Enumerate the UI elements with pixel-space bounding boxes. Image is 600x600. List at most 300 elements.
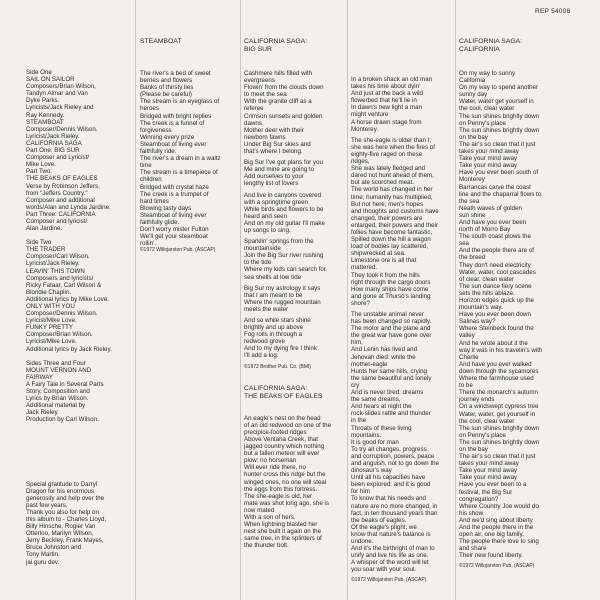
lyric-line: The world has changed in her — [351, 186, 433, 194]
lyric-line: Jehovah died: while the — [351, 353, 416, 361]
lyric-line: Bridged with crystal haze — [140, 183, 209, 191]
lyric-line: The unstable animal never — [351, 311, 424, 318]
lyric-line: mattered. — [351, 264, 378, 272]
copyright-notice: ©1972 Brother Pub. Co. (BMI) — [244, 363, 312, 370]
lyric-line: in the — [351, 417, 367, 425]
credit-line: Lyricist/Jack Rieley. — [26, 260, 80, 268]
steamboat-lyrics-column — [140, 0, 236, 600]
credit-line: Additional lyrics by Jack Rieley. — [26, 345, 112, 353]
credit-line: Tandyn Almar and Van — [26, 90, 88, 98]
lyric-line: The people there love to sing — [459, 538, 539, 546]
lyric-line: In dawn's new light a man — [351, 104, 423, 112]
credit-line: past few years. — [26, 501, 68, 509]
credit-line: words/Alan and Lynda Jardine. — [26, 203, 111, 211]
lyric-line: nest she built it again on the — [244, 528, 322, 536]
lyric-stanza — [459, 70, 561, 559]
lyric-line: him, — [351, 339, 363, 347]
lyric-line: right through the cargo doors — [351, 278, 431, 286]
lyric-line: And have you ever been — [459, 218, 527, 226]
lyric-line: Take your mind away — [459, 162, 518, 170]
lyric-stanza — [244, 70, 344, 155]
lyric-line: They don't need electricity — [459, 261, 531, 269]
side-two-credits — [26, 239, 130, 353]
song-subtitle: THE BEAKS OF EAGLES — [244, 392, 323, 400]
lyric-line: Spilled down the hill a wagon — [351, 236, 431, 244]
credit-line: Story, Composition and — [26, 388, 90, 396]
credit-line: Alan Jardine. — [26, 225, 63, 233]
lyric-line: now mated — [244, 506, 275, 514]
credit-line: CALIFORNIA SAGA — [26, 139, 82, 147]
lyric-line: up songs to sing. — [244, 226, 291, 234]
copyright-notice: ©1972 Willojarston Pub. (ASCAP) — [140, 247, 216, 254]
lyric-line: dinosaur's way — [351, 467, 392, 475]
lyric-line: They took it from the hills — [351, 271, 420, 279]
lyric-stanza — [244, 238, 344, 281]
lyric-line: sunny day — [459, 91, 488, 99]
lyric-line: the eggs from this fortress. — [244, 485, 318, 493]
credit-line: Part Three: CALIFORNIA — [26, 210, 96, 218]
lyric-line: winged ones, no one will steal — [244, 478, 327, 486]
song-subtitle: BIG SUR — [244, 46, 272, 53]
side-one-credits — [26, 69, 130, 232]
lyric-line: his show — [459, 509, 484, 517]
credit-line: Lyricist/Mike Love. — [26, 317, 77, 325]
song-title: CALIFORNIA SAGA: — [244, 38, 308, 45]
credit-line: THE TRADER — [26, 246, 66, 254]
lyric-line: And he wrote about it the — [459, 339, 528, 347]
lyric-line: follies have become fantastic, — [351, 228, 433, 236]
lyric-line: Charlie — [459, 353, 479, 361]
big-sur-lyrics-column — [244, 0, 344, 600]
lyric-line: (Please be careful) — [140, 91, 192, 99]
credit-line: Additional material by — [26, 402, 86, 410]
lyric-line: On my way to sunny — [459, 70, 516, 77]
lyric-line: and anguish, not to go down the — [351, 459, 440, 467]
lyric-line: unify and live his life as one. — [351, 552, 429, 560]
copyright-notice: ©1972 Willojarston Pub. (ASCAP) — [351, 577, 427, 584]
beaks-of-eagles-continued-column — [351, 0, 455, 600]
credit-line: Composer/Dennis Wilson. — [26, 125, 98, 133]
lyric-line: Fog rolls in through a — [244, 331, 303, 339]
credit-line: Part Two: — [26, 168, 53, 176]
lyric-line: Banks of thirsty lies — [140, 84, 194, 92]
credit-line: Lyrics by Brian Wilson. — [26, 395, 89, 403]
lyric-line: mother-eagle — [351, 360, 388, 368]
lyric-line: has been changed so rapidly. — [351, 318, 432, 326]
lyric-line: Me and mine are going to — [244, 166, 315, 174]
lyric-line: Have you ever been down — [459, 311, 531, 319]
lyric-line: congregation? — [459, 495, 499, 503]
credit-line: Side Two — [26, 239, 52, 247]
lyric-line: children — [140, 176, 162, 184]
credit-line: Ray Kennedy. — [26, 111, 65, 119]
beaks-of-eagles-continued-lyrics — [351, 76, 455, 573]
lyric-line: Where Country Joe would do — [459, 502, 539, 510]
lyric-line: enlarged, their powers and their — [351, 221, 439, 229]
lyric-line: We'll get your steamboat — [140, 233, 208, 241]
credit-line: Production by Carl Wilson. — [26, 416, 99, 424]
credit-line: Composer and lyricist/ — [26, 217, 88, 225]
lyric-line: valley — [459, 332, 475, 340]
column-divider — [240, 0, 241, 600]
lyric-line: line and the chaparral flows to — [459, 190, 542, 198]
lyric-line: But not here; men's hopes — [351, 200, 424, 208]
lyric-stanza — [351, 311, 455, 573]
lyric-line: Where the rugged mountain — [244, 298, 321, 306]
lyric-line: Steamboat of living ever — [140, 140, 207, 148]
lyric-line: sea shells at low tide — [244, 273, 302, 281]
lyric-line: mountainside — [244, 245, 281, 253]
lyric-line: The river's a dream in a waltz — [140, 155, 221, 163]
credit-line: Verse by Robinson Jeffers, — [26, 182, 100, 190]
lyric-line: While birds and flowers to be — [244, 205, 324, 213]
lyric-line: you soar with your soul. — [351, 566, 416, 574]
lyric-line: California — [459, 77, 486, 85]
lyric-line: rock-slides rattle and thunder — [351, 410, 431, 418]
lyric-line: and share — [459, 545, 487, 553]
lyric-line: of an old redwood on one of the — [244, 421, 332, 429]
lyric-line: the cool, clear water — [459, 105, 515, 113]
lyric-line: way it was in his travelin's with — [459, 346, 543, 354]
lyric-stanza — [244, 159, 344, 187]
lyric-line: Bridged with bright replies — [140, 112, 212, 120]
lyric-line: dared not hunt ahead of them, — [351, 172, 434, 180]
credit-line: STEAMBOAT — [26, 118, 64, 126]
credit-line: Composer and additional — [26, 196, 95, 204]
lyric-line: Take your mind away — [459, 467, 518, 475]
lyric-line: To try all changes, progress — [351, 445, 427, 453]
credit-line: Lyricist/Mike Love. — [26, 338, 77, 346]
lyric-line: Limestone ore is all that — [351, 257, 417, 265]
lyric-line: Throats of these living — [351, 424, 412, 432]
lyric-line: and thoughts and customs have — [351, 207, 439, 215]
lyric-line: The sun dance fiery scene — [459, 282, 532, 290]
lyric-line: Blowing tasty days — [140, 204, 192, 212]
lyric-line: mountain's way. — [459, 304, 503, 312]
lyric-line: takes your mind away — [459, 460, 519, 468]
lyric-line: And the people there in the — [459, 524, 534, 531]
lyric-line: that I am meant to be — [244, 291, 303, 299]
lyric-line: The she-eagle is old, her — [244, 492, 313, 500]
lyric-line: The sun shines brightly down — [459, 126, 540, 134]
credit-line: Part One: BIG SUR — [26, 147, 80, 155]
lyric-line: To know that his needs and — [351, 495, 426, 503]
lyric-line: The stream is a timepiece of — [140, 169, 218, 177]
lyric-line: mountains. — [351, 431, 382, 439]
lyric-line: for him — [351, 488, 370, 496]
lyric-line: heard and seen — [244, 212, 288, 220]
lyric-line: The she-eagle is older than I; — [351, 136, 432, 144]
credit-line: Bruce Johnston and — [26, 544, 82, 552]
lyric-line: hunter cross this ridge but the — [244, 471, 326, 479]
lyric-line: same tree, in the splinters of — [244, 535, 322, 543]
lyric-line: cry — [351, 381, 360, 389]
lyric-line: When lightning blasted her — [244, 521, 318, 529]
lyric-line: heroes — [140, 105, 159, 113]
lyric-line: Big Sur I've got plans for you — [244, 159, 323, 167]
credit-line: Tony Martin. — [26, 551, 60, 559]
lyric-line: the same beautiful and lonely — [351, 374, 432, 382]
lyric-line: festival, the Big Sur — [459, 488, 513, 496]
lyric-line: Take your mind away — [459, 155, 518, 163]
lyric-line: north of Morro Bay — [459, 226, 511, 234]
lyric-line: newborn fawns — [244, 133, 286, 141]
lyric-line: open air, one big family, — [459, 531, 524, 539]
credit-line: Additional lyrics by Mike Love. — [26, 295, 109, 303]
song-title: CALIFORNIA SAGA: — [459, 38, 523, 45]
lyric-line: And is never tired: dreams — [351, 389, 424, 397]
lyric-line: brightly and up above — [244, 324, 304, 332]
lyric-line: And live in canyons covered — [244, 191, 322, 199]
credit-line: Mike Love. — [26, 161, 56, 169]
credit-line: Composer/Brian Wilson. — [26, 331, 93, 339]
lyric-line: And the people there are of — [459, 247, 534, 255]
lyric-line: The sun shines brightly down — [459, 424, 540, 432]
lyric-line: Have you ever been south of — [459, 169, 539, 177]
credit-line: Lyricists/Jack Rieley and — [26, 104, 94, 112]
credits-column — [26, 0, 130, 600]
credit-line: A Fairy Tale in Several Parts — [26, 380, 104, 388]
credit-line: Special gratitude to Darryl — [26, 480, 98, 488]
lyric-line: the breed — [459, 254, 486, 262]
lyric-line: And on my old guitar I'll make — [244, 219, 325, 227]
lyric-line: And it's the birthright of man to — [351, 545, 435, 553]
lyric-line: And Lenin has lived and — [351, 346, 418, 354]
credit-line: Otterloo, Marilyn Wilson, — [26, 530, 94, 538]
lyric-line: nature are no more changed, in — [351, 502, 438, 510]
lyric-line: Mother deer with their — [244, 126, 304, 134]
lyric-line: Have you ever been to a — [459, 481, 527, 489]
column-divider — [347, 0, 348, 600]
lyric-line: and corruption, powers, peace — [351, 452, 435, 460]
lyric-line: dawns — [244, 119, 262, 127]
lyric-line: Salinas way? — [459, 318, 496, 326]
credit-line: Blondie Chaplin. — [26, 288, 72, 296]
lyric-line: berries and flowers — [140, 77, 193, 85]
song-title: CALIFORNIA SAGA: — [244, 384, 308, 392]
lyric-line: Until all his capacities have — [351, 474, 426, 482]
big-sur-lyrics — [244, 70, 344, 360]
lyric-line: faithfully ride. — [140, 148, 177, 156]
lyric-line: know that nature's balance is — [351, 530, 431, 538]
lyric-line: with a springtime green — [244, 198, 308, 206]
lyric-line: the same dreams, — [351, 396, 401, 404]
lyric-line: takes your mind away — [459, 148, 519, 156]
credit-line: Composer and Lyricist/ — [26, 154, 90, 162]
lyric-stanza — [244, 192, 344, 235]
lyric-stanza — [351, 76, 455, 133]
lyric-line: Big Sur my astrology it says — [244, 284, 321, 292]
lyric-line: Crimson sunsets and golden — [244, 112, 323, 120]
song-title: STEAMBOAT — [140, 38, 182, 45]
lyric-line: load of bodies lay scattered, — [351, 243, 429, 251]
lyric-line: lengthy list of lovers — [244, 180, 299, 188]
lyric-line: the thunder bolt. — [244, 542, 289, 550]
copyright-notice: ©1972 Willojarston Pub. (ASCAP) — [459, 563, 535, 570]
lyric-line: changed, their powers are — [351, 214, 423, 222]
lyric-line: Monterey. — [351, 125, 379, 133]
lyric-line: The air's so clean that it just — [459, 140, 536, 148]
lyric-stanza — [244, 317, 344, 360]
credit-line: Jack Rieley. — [26, 409, 59, 417]
lyric-line: evergreens — [244, 77, 275, 85]
lyric-line: might venture — [351, 111, 389, 119]
credit-line: FUNKY PRETTY — [26, 324, 73, 332]
lyric-line: the sea — [459, 197, 480, 205]
lyric-line: Don't worry mister Fulton — [140, 226, 209, 234]
lyric-line: There the monarch's autumn — [459, 389, 538, 397]
lyric-line: ridges, — [351, 158, 370, 166]
lyric-line: The motor and the plane and — [351, 325, 431, 333]
credit-line: jai guru dev. — [26, 558, 60, 566]
credit-line: MOUNT VERNON AND — [26, 366, 92, 374]
lyric-line: undone. — [351, 538, 374, 545]
lyric-line: And just at the back a wild — [351, 90, 423, 98]
lyric-line: to be — [459, 382, 473, 390]
credit-line: Sides Three and Four — [26, 359, 86, 367]
lyric-line: jagged country which nothing — [244, 443, 325, 451]
lyric-line: The creek is a trumpet of — [140, 190, 209, 198]
credit-line: Composer/Dennis Wilson. — [26, 310, 98, 318]
california-lyrics-column — [459, 0, 561, 600]
lyric-line: The stream is an eyeglass of — [140, 98, 220, 106]
lyric-line: meets the water — [244, 305, 289, 313]
sides-three-four-credits — [26, 360, 130, 424]
lyric-line: of clear, clean water — [459, 275, 515, 283]
lyric-stanza — [244, 415, 344, 550]
lyric-line: shore? — [351, 299, 370, 307]
lyric-line: How many ships have come — [351, 285, 429, 293]
credit-line: Composers/Brian Wilson, — [26, 83, 96, 91]
lyric-line: And we'd sing about liberty — [459, 516, 533, 524]
lyric-line: flowerbed that he'll lie in — [351, 97, 417, 105]
lyric-line: Water, water, cool cascades — [459, 268, 536, 276]
column-divider — [135, 0, 136, 600]
lyric-line: A horse drawn stage from — [351, 118, 422, 126]
lyric-line: Sparklin' springs from the — [244, 238, 314, 246]
lyric-line: Neath waves of golden — [459, 204, 522, 212]
lyric-line: time — [140, 162, 152, 170]
lyric-line: The sun shines brightly down — [459, 112, 540, 120]
credit-line: Composer/Carl Wilson. — [26, 253, 90, 261]
lyric-line: the cool, clear water — [459, 417, 515, 425]
lyric-line: Steamboat of living ever — [140, 211, 207, 219]
lyric-line: Water, water get yourself in — [459, 98, 534, 106]
credit-line: Dyke Parks. — [26, 97, 60, 105]
credit-line: Composers and lyricists/ — [26, 274, 94, 282]
credit-line: generosity and help over the — [26, 494, 105, 502]
credit-line: SAIL ON SAILOR — [26, 76, 75, 84]
lyric-line: And have you ever walked — [459, 360, 532, 368]
lyric-line: on the bay — [459, 445, 488, 453]
lyric-line: An eagle's nest on the head — [244, 414, 321, 422]
lyric-line: Where the farmhouse used — [459, 375, 534, 383]
lyric-line: and gone at Thurso's landing — [351, 292, 431, 300]
lyric-line: on Penny's place — [459, 119, 506, 127]
credit-line: ONLY WITH YOU — [26, 303, 75, 310]
lyric-line: mate was shot long ago, she is — [244, 499, 329, 507]
lyric-line: And so while stars shine — [244, 317, 311, 324]
lyric-line: Hunts her same hills, crying — [351, 367, 427, 375]
lyric-line: And to my dying fire I think — [244, 345, 317, 353]
credit-line: this album to - Charles Lloyd, — [26, 515, 107, 523]
lyric-line: Add ourselves to your — [244, 173, 304, 181]
lyric-line: A whisper of the word will let — [351, 559, 429, 567]
lyric-line: And hears at night the — [351, 403, 412, 411]
beaks-of-eagles-lyrics — [244, 415, 344, 550]
lyric-stanza — [351, 137, 455, 307]
lyric-line: plow: no horseman — [244, 457, 297, 465]
credit-line: Side One — [26, 69, 52, 76]
credit-line: Ricky Fataar, Carl Wilson & — [26, 281, 102, 289]
lyric-line: referee — [244, 105, 264, 113]
lyric-line: that's where I belong. — [244, 148, 303, 156]
lyric-line: on Penny's place — [459, 431, 506, 439]
credit-line: LEAVIN' THIS TOWN — [26, 267, 85, 275]
credit-line: Dragon for his enormous — [26, 487, 95, 495]
lyric-line: time; humanity has multiplied, — [351, 193, 433, 201]
lyric-line: the great war have gone over — [351, 332, 432, 340]
lyric-line: down through the sycamores — [459, 367, 539, 375]
lyric-line: The creek is a funnel of — [140, 119, 205, 127]
lyric-line: sun shine — [459, 211, 486, 219]
lyric-line: Flowin' from the clouds down — [244, 84, 324, 92]
lyric-line: Horizon edges quick up the — [459, 297, 534, 304]
lyric-line: With the granite cliff as a — [244, 98, 312, 106]
lyric-line: On my way to spend another — [459, 84, 539, 92]
lyric-line: Above Ventana Creek, that — [244, 435, 318, 443]
lyric-line: precipice-footed ridges — [244, 428, 307, 436]
lyric-line: On a windswept cypress tree — [459, 403, 539, 411]
lyric-line: Of the eagle's plight, we — [351, 523, 417, 531]
credit-line: FAIRWAY — [26, 373, 54, 381]
lyric-line: The sun shines brightly down — [459, 438, 540, 446]
credit-line: Lyricist/Jack Rieley. — [26, 132, 80, 140]
california-lyrics — [459, 70, 561, 559]
lyric-line: on the bay — [459, 133, 488, 141]
lyric-line: The river's a bed of sweet — [140, 70, 211, 77]
lyric-line: forgiveness — [140, 126, 172, 134]
lyric-line: faithfully glide. — [140, 218, 180, 226]
credit-line: THE BEAKS OF EAGLES — [26, 175, 98, 183]
lyric-line: Water, water, get yourself in — [459, 410, 536, 418]
lyric-line: The air's so clean that it just — [459, 453, 536, 461]
lyric-line: she was here when the fires of — [351, 143, 435, 151]
lyric-line: rollin'. — [140, 240, 156, 248]
lyric-line: In a broken shack an old man — [351, 76, 433, 83]
lyric-line: to the tide — [244, 259, 272, 267]
lyric-line: takes his time about dyin' — [351, 83, 421, 91]
lyric-line: sets the hills ablaze. — [459, 289, 515, 297]
lyric-line: shipwrecked at sea. — [351, 250, 406, 258]
credit-line: Jerry Beckley, Frank Mayes, — [26, 537, 104, 545]
lyric-line: but ate scorched meat. — [351, 179, 414, 187]
lyric-line: sea — [459, 240, 469, 248]
lyric-line: Winning every prize — [140, 133, 195, 141]
song-subtitle: CALIFORNIA — [459, 46, 500, 53]
lyric-line: Under Big Sur skies and — [244, 140, 311, 148]
lyric-stanza — [244, 285, 344, 313]
credit-line: Thank you also for help on — [26, 508, 99, 516]
lyric-line: but a fallen meteor will ever — [244, 450, 320, 458]
lyric-line: Join the Big Sur river rushing — [244, 252, 324, 260]
lyric-line: The south coast plows the — [459, 233, 531, 241]
lyric-line: She was lately fledged and — [351, 165, 425, 173]
lyric-line: journey ends — [459, 396, 495, 404]
lyric-line: Their new found liberty. — [459, 552, 523, 560]
lyric-line: fact, in ten thousand years than — [351, 509, 438, 517]
lyric-line: Barrancas carve the coast — [459, 183, 531, 191]
